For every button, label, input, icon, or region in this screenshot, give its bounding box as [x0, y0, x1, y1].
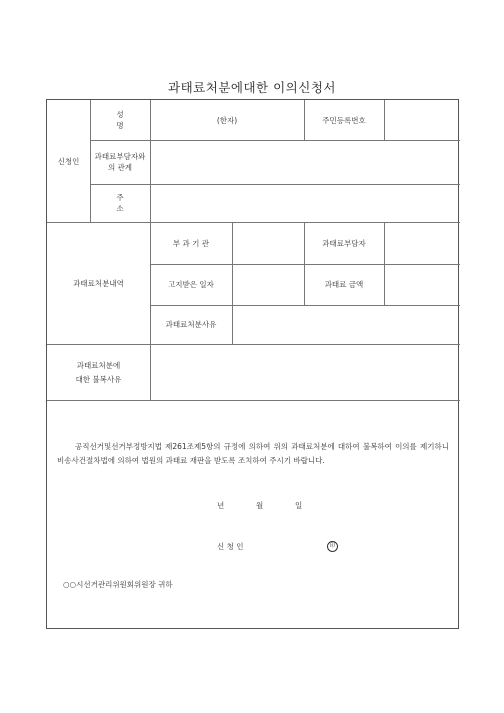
relation-label	[90, 140, 150, 184]
applicant-section-label: 신청인	[57, 156, 80, 166]
notice-date-label: 고지받은 일자	[168, 280, 214, 289]
objection-label	[47, 344, 150, 400]
address-label: 주 소	[116, 193, 138, 213]
relation-label-line1: 과태료부담자와	[94, 152, 146, 161]
agency-field[interactable]	[232, 222, 304, 264]
payer-label: 과태료부담자	[322, 238, 366, 248]
hanja-label: (한자)	[216, 115, 238, 125]
name-label: 성 명	[116, 110, 138, 130]
date-year-label: 년	[217, 501, 225, 510]
objection-label-line1: 과태료처분에	[76, 360, 121, 370]
objection-label-line2: 대한 불복사유	[75, 374, 122, 384]
objection-form	[46, 99, 459, 629]
amount-label: 과태료 금액	[324, 280, 364, 289]
address-field[interactable]	[150, 184, 460, 222]
agency-label: 부 과 기 관	[172, 238, 210, 248]
amount-field[interactable]	[384, 264, 460, 305]
payer-field[interactable]	[384, 222, 460, 264]
date-day-label: 일	[295, 501, 303, 510]
reason-label: 과태료처분사유	[165, 320, 217, 329]
notice-date-field[interactable]	[232, 264, 304, 305]
statement-text: 공직선거및선거부정방지법 제261조제5항의 규정에 의하여 위의 과태료처분에 대하여 불복하여 이의를 제기하니 비송사건절차법에 의하여 법원의 과태료 재판을 받도록 조치하여 주시기 바랍니다.	[57, 442, 449, 465]
form-title: 과태료처분에대한 이의신청서	[168, 80, 336, 95]
rrn-field[interactable]	[384, 100, 460, 140]
objection-reason-field[interactable]	[150, 344, 460, 400]
relation-field[interactable]	[150, 140, 460, 184]
rrn-label: 주민등록번호	[322, 115, 366, 125]
recipient-line: ○○시선거관리위원회위원장 귀하	[63, 580, 173, 589]
relation-label-line2: 의 관계	[107, 163, 133, 172]
date-month-label: 월	[256, 501, 264, 510]
seal-icon: 印	[327, 541, 338, 552]
penalty-section-label: 과태료처분내역	[73, 278, 124, 288]
reason-field[interactable]	[232, 305, 460, 344]
signature-label: 신 청 인	[217, 542, 244, 551]
